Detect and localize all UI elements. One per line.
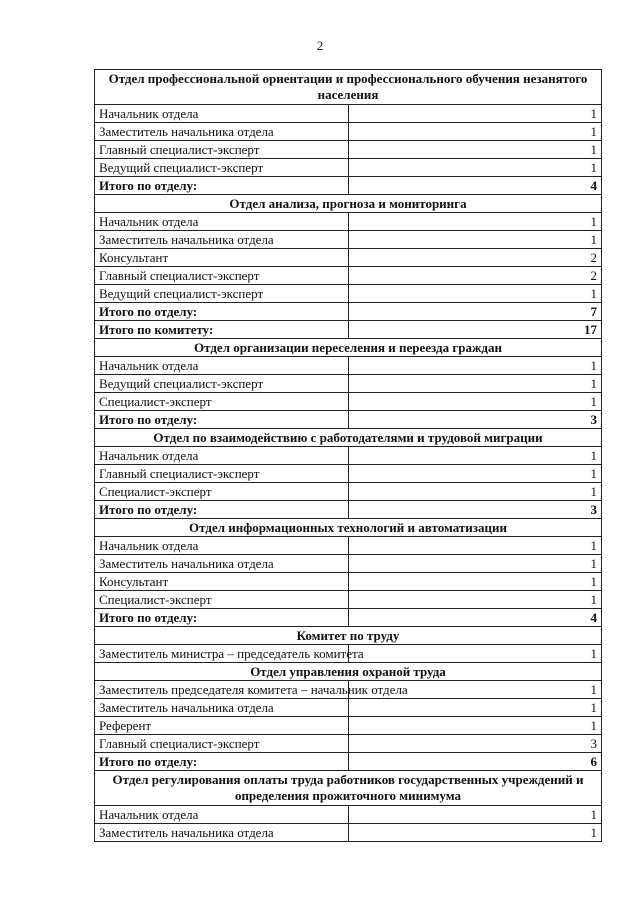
count-cell: 1 — [348, 213, 602, 231]
table-row — [95, 824, 602, 842]
position-cell: Заместитель начальника отдела — [95, 555, 349, 573]
table-row — [95, 123, 602, 141]
total-row — [95, 501, 602, 519]
position-cell: Ведущий специалист-эксперт — [95, 375, 349, 393]
staffing-table — [94, 69, 602, 842]
total-row — [95, 753, 602, 771]
position-cell: Главный специалист-эксперт — [95, 735, 349, 753]
total-label: Итого по отделу: — [95, 177, 349, 195]
count-cell: 1 — [348, 699, 602, 717]
position-cell: Заместитель начальника отдела — [95, 824, 349, 842]
position-cell: Заместитель министра – председатель комитета — [95, 645, 349, 663]
table-row — [95, 717, 602, 735]
count-cell: 1 — [348, 231, 602, 249]
section-header-row — [95, 429, 602, 447]
count-cell: 1 — [348, 573, 602, 591]
section-title: Отдел анализа, прогноза и мониторинга — [95, 195, 602, 213]
position-cell: Специалист-эксперт — [95, 393, 349, 411]
section-title: Отдел организации переселения и переезда граждан — [95, 339, 602, 357]
position-cell: Референт — [95, 717, 349, 735]
total-label: Итого по отделу: — [95, 411, 349, 429]
position-cell: Начальник отдела — [95, 357, 349, 375]
total-row — [95, 177, 602, 195]
table-row — [95, 591, 602, 609]
position-cell: Заместитель начальника отдела — [95, 123, 349, 141]
position-cell: Заместитель начальника отдела — [95, 231, 349, 249]
section-header-row — [95, 627, 602, 645]
position-cell: Специалист-эксперт — [95, 483, 349, 501]
table-row — [95, 213, 602, 231]
table-row — [95, 681, 602, 699]
section-title: Отдел регулирования оплаты труда работников государственных учреждений и определения прожиточного минимума — [95, 771, 602, 806]
count-cell: 1 — [348, 591, 602, 609]
count-cell: 1 — [348, 537, 602, 555]
count-cell: 1 — [348, 105, 602, 123]
section-header-row — [95, 70, 602, 105]
table-row — [95, 159, 602, 177]
table-row — [95, 573, 602, 591]
total-row — [95, 609, 602, 627]
total-value: 4 — [348, 609, 602, 627]
position-cell: Консультант — [95, 249, 349, 267]
position-cell: Главный специалист-эксперт — [95, 267, 349, 285]
position-cell: Начальник отдела — [95, 105, 349, 123]
section-header-row — [95, 339, 602, 357]
position-cell: Консультант — [95, 573, 349, 591]
total-label: Итого по отделу: — [95, 303, 349, 321]
position-cell: Ведущий специалист-эксперт — [95, 159, 349, 177]
total-label: Итого по комитету: — [95, 321, 349, 339]
section-title: Отдел информационных технологий и автоматизации — [95, 519, 602, 537]
section-header-row — [95, 771, 602, 806]
position-cell: Ведущий специалист-эксперт — [95, 285, 349, 303]
count-cell: 1 — [348, 824, 602, 842]
table-row — [95, 483, 602, 501]
position-cell: Заместитель начальника отдела — [95, 699, 349, 717]
count-cell: 1 — [348, 123, 602, 141]
page-number: 2 — [316, 38, 324, 53]
position-cell: Начальник отдела — [95, 537, 349, 555]
section-title: Отдел профессиональной ориентации и профессионального обучения незанятого населения — [95, 70, 602, 105]
table-row — [95, 285, 602, 303]
position-cell: Специалист-эксперт — [95, 591, 349, 609]
section-header-row — [95, 195, 602, 213]
total-value: 3 — [348, 411, 602, 429]
count-cell: 1 — [348, 285, 602, 303]
position-cell: Начальник отдела — [95, 213, 349, 231]
table-row — [95, 357, 602, 375]
total-label: Итого по отделу: — [95, 501, 349, 519]
total-value: 17 — [348, 321, 602, 339]
table-row — [95, 231, 602, 249]
total-row — [95, 411, 602, 429]
table-row — [95, 141, 602, 159]
count-cell: 1 — [348, 806, 602, 824]
count-cell: 1 — [348, 465, 602, 483]
total-row — [95, 321, 602, 339]
count-cell: 1 — [348, 159, 602, 177]
count-cell: 1 — [348, 555, 602, 573]
total-row — [95, 303, 602, 321]
table-row — [95, 267, 602, 285]
count-cell: 1 — [348, 447, 602, 465]
section-title: Отдел управления охраной труда — [95, 663, 602, 681]
count-cell: 1 — [348, 483, 602, 501]
table-row — [95, 105, 602, 123]
position-cell: Начальник отдела — [95, 447, 349, 465]
count-cell: 1 — [348, 141, 602, 159]
count-cell: 2 — [348, 267, 602, 285]
position-cell: Главный специалист-эксперт — [95, 141, 349, 159]
total-label: Итого по отделу: — [95, 753, 349, 771]
position-cell: Главный специалист-эксперт — [95, 465, 349, 483]
count-cell: 1 — [348, 375, 602, 393]
section-title: Отдел по взаимодействию с работодателями и трудовой миграции — [95, 429, 602, 447]
section-header-row — [95, 663, 602, 681]
count-cell: 1 — [348, 393, 602, 411]
count-cell: 2 — [348, 249, 602, 267]
table-row — [95, 555, 602, 573]
count-cell: 1 — [348, 717, 602, 735]
total-value: 7 — [348, 303, 602, 321]
count-cell: 1 — [348, 681, 602, 699]
table-row — [95, 537, 602, 555]
staffing-table-body — [95, 70, 602, 842]
table-row — [95, 249, 602, 267]
total-label: Итого по отделу: — [95, 609, 349, 627]
total-value: 3 — [348, 501, 602, 519]
position-cell: Начальник отдела — [95, 806, 349, 824]
total-value: 4 — [348, 177, 602, 195]
count-cell: 1 — [348, 645, 602, 663]
table-row — [95, 375, 602, 393]
count-cell: 1 — [348, 357, 602, 375]
table-row — [95, 447, 602, 465]
table-row — [95, 645, 602, 663]
table-row — [95, 806, 602, 824]
table-row — [95, 393, 602, 411]
table-row — [95, 735, 602, 753]
table-row — [95, 465, 602, 483]
position-cell: Заместитель председателя комитета – начальник отдела — [95, 681, 349, 699]
count-cell: 3 — [348, 735, 602, 753]
table-row — [95, 699, 602, 717]
total-value: 6 — [348, 753, 602, 771]
section-title: Комитет по труду — [95, 627, 602, 645]
section-header-row — [95, 519, 602, 537]
